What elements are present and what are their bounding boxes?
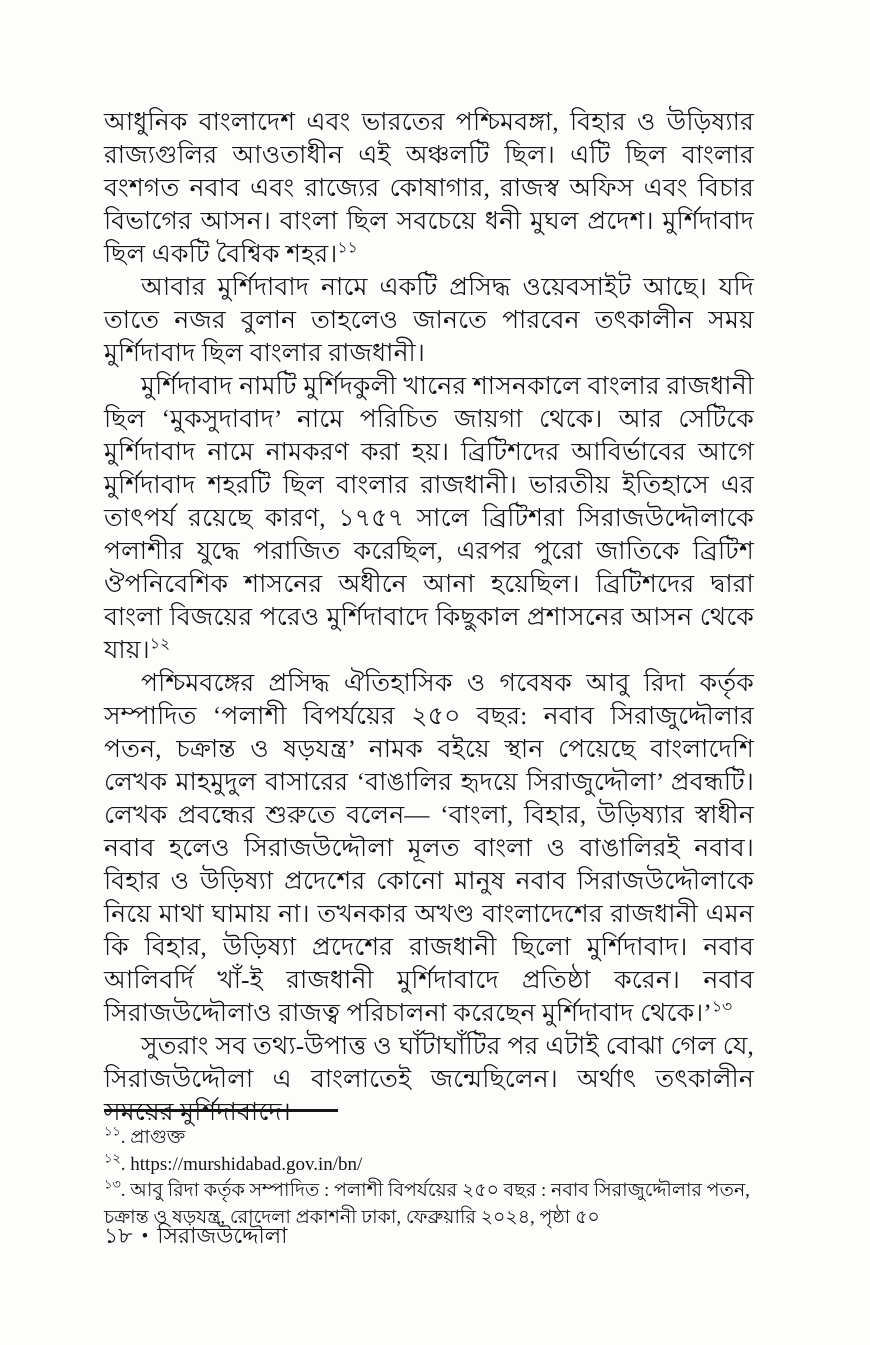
book-title: সিরাজউদ্দৌলা bbox=[157, 1223, 288, 1248]
page-footer bbox=[104, 1222, 288, 1251]
footnote-reference-mark: ১৩ bbox=[711, 998, 733, 1016]
footnote-section bbox=[104, 1109, 756, 1231]
page-body-text bbox=[104, 106, 754, 1129]
page-number: ১৮ bbox=[104, 1223, 133, 1248]
footer-bullet-separator: • bbox=[141, 1226, 149, 1247]
body-paragraph: আবার মুর্শিদাবাদ নামে একটি প্রসিদ্ধ ওয়েবসাইট আছে। যদি তাতে নজর বুলান তাহলেও জানতে পারবেন তৎকালীন সময় মুর্শিদাবাদ ছিল বাংলার রাজধানী। bbox=[104, 274, 754, 367]
footnote-item: $^{১৩}$. আবু রিদা কর্তৃক সম্পাদিত : পলাশী বিপর্যয়ের ২৫০ বছর : নবাব সিরাজুদ্দৌলার পতন, চক্রান্ত ও ষড়যন্ত্র, রোদেলা প্রকাশনী ঢাকা, ফেব্রুয়ারি ২০২৪, পৃষ্ঠা ৫০ bbox=[104, 1176, 750, 1228]
footnote-reference-mark: ১১ bbox=[337, 239, 358, 257]
footnote-item: $^{১২}$. https://murshidabad.gov.in/bn/ bbox=[104, 1150, 363, 1175]
footnote-list bbox=[104, 1125, 756, 1231]
footnote-reference-mark: ১২ bbox=[149, 635, 171, 653]
footnote-divider-rule bbox=[104, 1109, 338, 1112]
body-paragraph: পশ্চিমবঙ্গের প্রসিদ্ধ ঐতিহাসিক ও গবেষক আবু রিদা কর্তৃক সম্পাদিত ‘পলাশী বিপর্যয়ের ২৫০ বছর: নবাব সিরাজুদ্দৌলার পতন, চক্রান্ত ও ষড়যন্ত্র’ নামক বইয়ে স্থান পেয়েছে বাংলাদেশি লেখক মাহমুদুল বাসারের ‘বাঙালির হৃদয়ে সিরাজুদ্দৌলা’ প্রবন্ধটি। লেখক প্রবন্ধের শুরুতে বলেন— ‘বাংলা, বিহার, উড়িষ্যার স্বাধীন নবাব হলেও সিরাজউদ্দৌলা মূলত বাংলা ও বাঙালিরই নবাব। বিহার ও উড়িষ্যা প্রদেশের কোনো মানুষ নবাব সিরাজউদ্দৌলাকে নিয়ে মাথা ঘামায় না। তখনকার অখণ্ড বাংলাদেশের রাজধানী এমন কি বিহার, উড়িষ্যা প্রদেশের রাজধানী ছিলো মুর্শিদাবাদ। নবাব আলিবর্দি খাঁ-ই রাজধানী মুর্শিদাবাদে প্রতিষ্ঠা করেন। নবাব সিরাজউদ্দৌলাও রাজত্ব পরিচালনা করেছেন মুর্শিদাবাদ থেকে।’$^{১৩}$ bbox=[104, 670, 754, 1027]
body-paragraph: মুর্শিদাবাদ নামটি মুর্শিদকুলী খানের শাসনকালে বাংলার রাজধানী ছিল ‘মুকসুদাবাদ’ নামে পরিচিত জায়গা থেকে। আর সেটিকে মুর্শিদাবাদ নামে নামকরণ করা হয়। ব্রিটিশদের আবির্ভাবের আগে মুর্শিদাবাদ শহরটি ছিল বাংলার রাজধানী। ভারতীয় ইতিহাসে এর তাৎপর্য রয়েছে কারণ, ১৭৫৭ সালে ব্রিটিশরা সিরাজউদ্দৌলাকে পলাশীর যুদ্ধে পরাজিত করেছিল, এরপর পুরো জাতিকে ব্রিটিশ ঔপনিবেশিক শাসনের অধীনে আনা হয়েছিল। ব্রিটিশদের দ্বারা বাংলা বিজয়ের পরেও মুর্শিদাবাদে কিছুকাল প্রশাসনের আসন থেকে যায়।$^{১২}$ bbox=[104, 373, 754, 664]
footnote-marker: ১৩ bbox=[104, 1176, 121, 1192]
body-paragraph: সুতরাং সব তথ্য-উপাত্ত ও ঘাঁটাঘাঁটির পর এটাই বোঝা গেল যে, সিরাজউদ্দৌলা এ বাংলাতেই জন্মেছিলেন। অর্থাৎ তৎকালীন সময়ের মুর্শিদাবাদে। bbox=[104, 1033, 754, 1126]
body-paragraph: আধুনিক বাংলাদেশ এবং ভারতের পশ্চিমবঙ্গা, বিহার ও উড়িষ্যার রাজ্যগুলির আওতাধীন এই অঞ্চলটি ছিল। এটি ছিল বাংলার বংশগত নবাব এবং রাজ্যের কোষাগার, রাজস্ব অফিস এবং বিচার বিভাগের আসন। বাংলা ছিল সবচেয়ে ধনী মুঘল প্রদেশ। মুর্শিদাবাদ ছিল একটি বৈশ্বিক শহর।$^{১১}$ bbox=[104, 109, 754, 268]
footnote-item: $^{১১}$. প্রাগুক্ত bbox=[104, 1123, 186, 1148]
footnote-marker: ১১ bbox=[104, 1123, 121, 1139]
footnote-marker: ১২ bbox=[104, 1150, 121, 1166]
